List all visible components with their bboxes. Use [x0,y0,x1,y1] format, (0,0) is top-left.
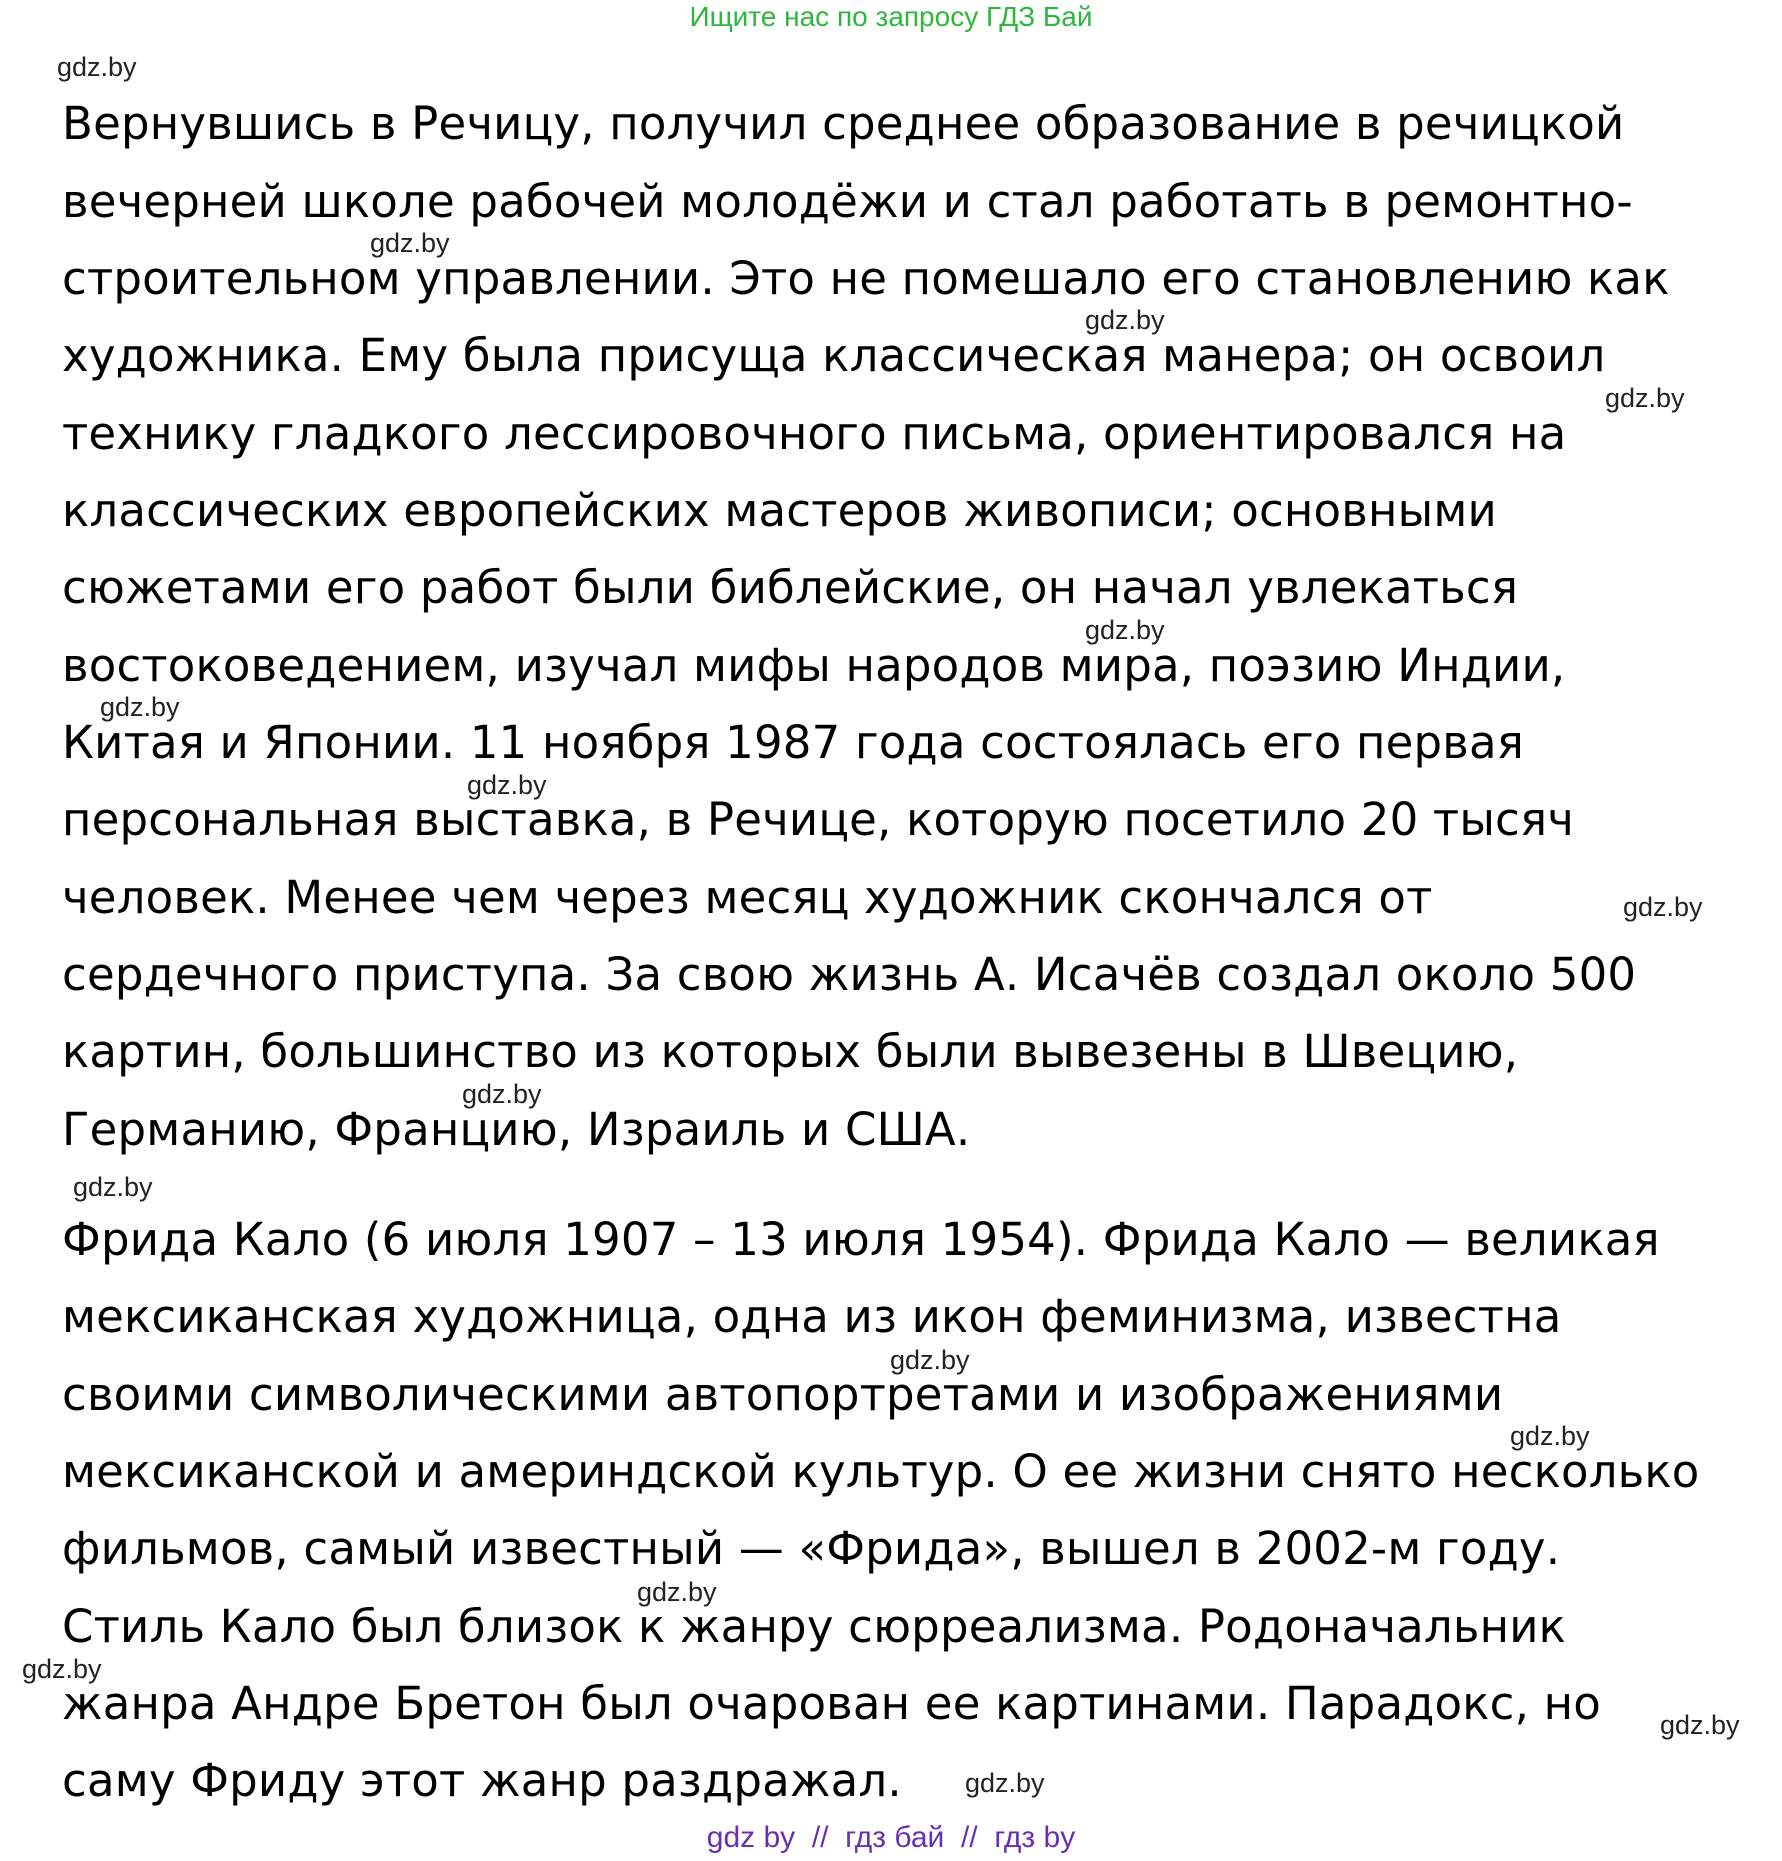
text-line: востоковедением, изучал мифы народов мира, поэзию Индии, [62,639,1566,692]
text-line: Китая и Японии. 11 ноября 1987 года состоялась его первая [62,716,1525,769]
watermark: gdz.by [890,1345,970,1375]
text-line: классических европейских мастеров живописи; основными [62,484,1497,537]
text-line: Германию, Францию, Израиль и США. [62,1103,971,1156]
search-banner: Ищите нас по запросу ГДЗ Бай [689,1,1093,32]
watermark: gdz.by [1623,892,1703,922]
text-line: человек. Менее чем через месяц художник скончался от [62,871,1433,924]
text-line: персональная выставка, в Речице, которую посетило 20 тысяч [62,793,1575,846]
watermark: gdz.by [462,1079,542,1109]
watermark: gdz.by [22,1654,102,1684]
text-line: мексиканская художница, одна из икон феминизма, известна [62,1290,1562,1343]
text-line: сердечного приступа. За свою жизнь А. Исачёв создал около 500 [62,948,1637,1001]
text-line: жанра Андре Бретон был очарован ее картинами. Парадокс, но [62,1677,1601,1730]
watermark: gdz.by [1510,1421,1590,1451]
text-line: мексиканской и америндской культур. О ее жизни снято несколько [62,1445,1700,1498]
text-line: сюжетами его работ были библейские, он начал увлекаться [62,561,1519,614]
text-line: вечерней школе рабочей молодёжи и стал работать в ремонтно- [62,175,1633,228]
watermark: gdz.by [100,692,180,722]
text-line: Фрида Кало (6 июля 1907 – 13 июля 1954). Фрида Кало — великая [62,1213,1660,1266]
watermark: gdz.by [467,770,547,800]
watermark: gdz.by [1085,305,1165,335]
watermark: gdz.by [57,52,137,82]
watermark: gdz.by [1605,383,1685,413]
text-line: саму Фриду этот жанр раздражал. [62,1754,902,1807]
text-line: фильмов, самый известный — «Фрида», вышел в 2002-м году. [62,1522,1561,1575]
watermark: gdz.by [965,1768,1045,1798]
watermark: gdz.by [370,228,450,258]
text-line: строительном управлении. Это не помешало его становлению как [62,252,1670,305]
text-line: технику гладкого лессировочного письма, ориентировался на [62,407,1567,460]
text-line: своими символическими автопортретами и изображениями [62,1368,1504,1421]
text-line: художника. Ему была присуща классическая манера; он освоил [62,329,1606,382]
watermark: gdz.by [637,1577,717,1607]
text-line: картин, большинство из которых были вывезены в Швецию, [62,1025,1519,1078]
watermark: gdz.by [73,1172,153,1202]
text-line: Стиль Кало был близок к жанру сюрреализма. Родоначальник [62,1600,1567,1653]
text-line: Вернувшись в Речицу, получил среднее образование в речицкой [62,97,1625,150]
watermark: gdz.by [1660,1710,1740,1740]
footer-links: gdz by // гдз бай // гдз by [706,1821,1076,1854]
watermark: gdz.by [1085,615,1165,645]
